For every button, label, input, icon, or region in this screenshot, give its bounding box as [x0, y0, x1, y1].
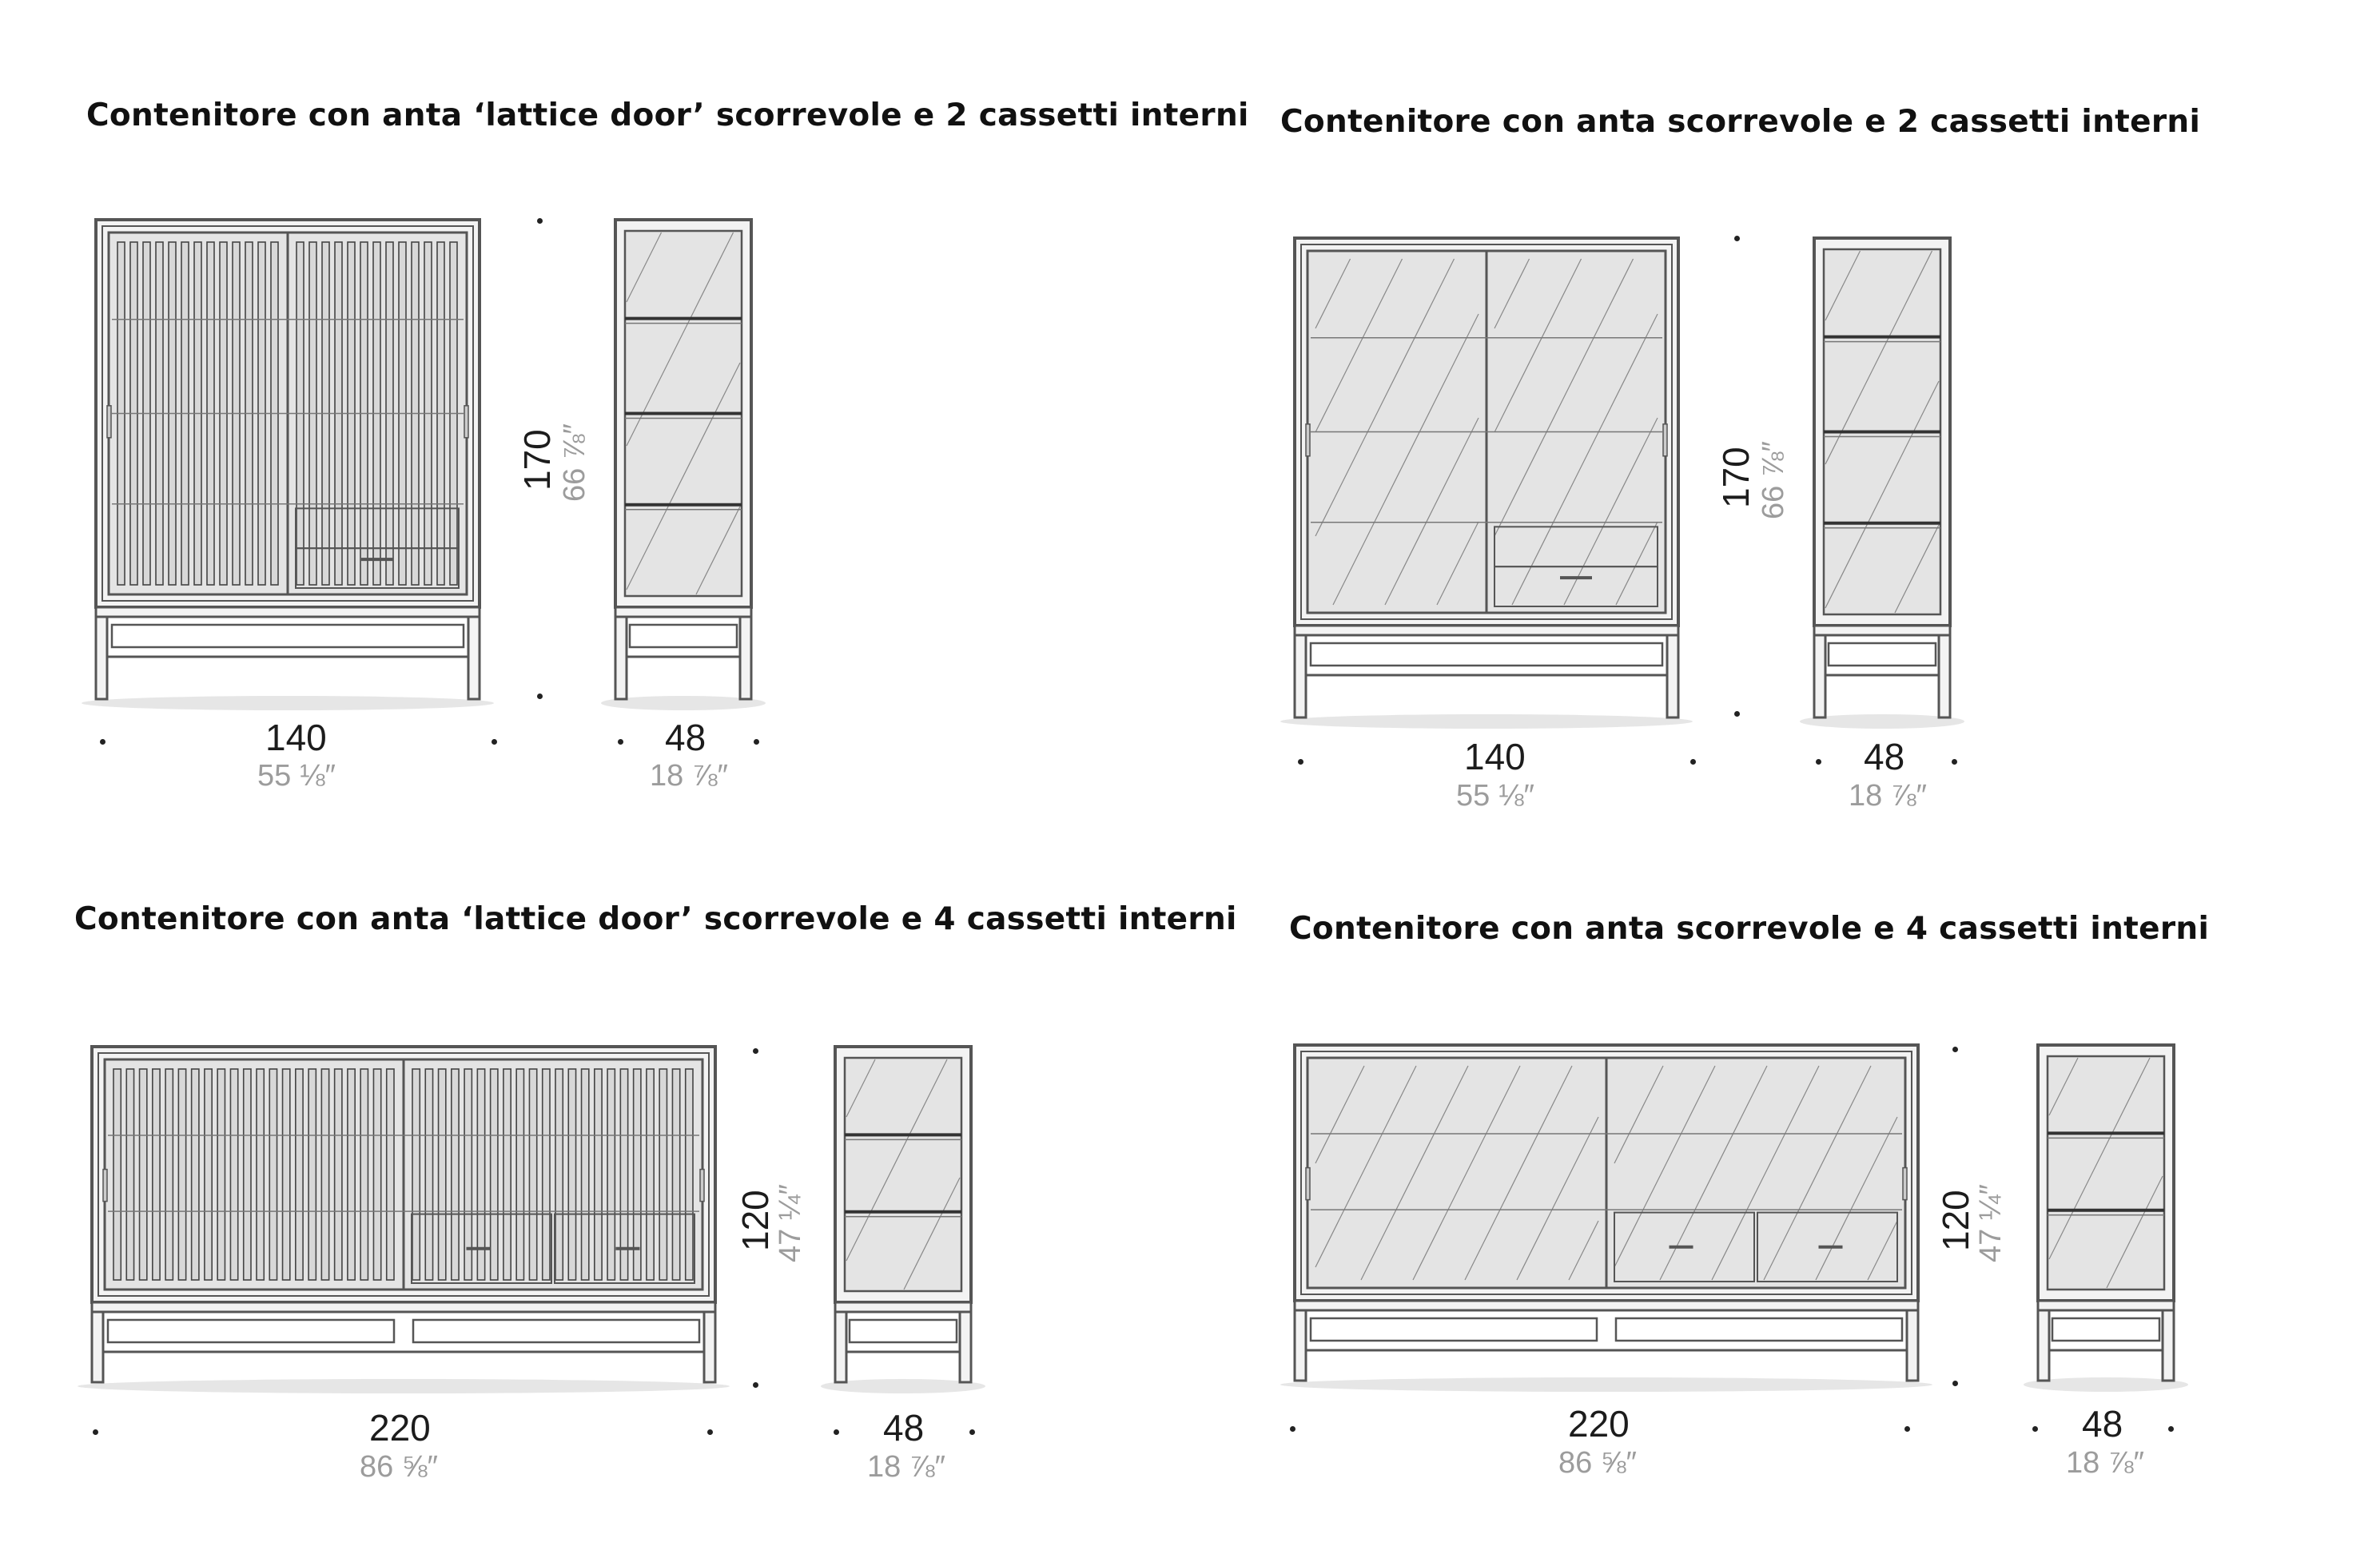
lattice-slat — [373, 1069, 380, 1280]
side-leg-left — [615, 617, 627, 699]
leg-right — [1667, 635, 1678, 717]
lattice-slat — [269, 1069, 277, 1280]
side-leg-right — [2163, 1310, 2174, 1381]
front-view-drawing — [68, 1043, 739, 1394]
lattice-slat — [672, 1069, 679, 1280]
front-view-drawing — [1271, 234, 1702, 729]
height-dimension: 120 — [734, 1190, 776, 1251]
depth-dimension: 48 — [665, 717, 706, 758]
depth-marker-right — [2168, 1426, 2174, 1432]
height-marker-top — [537, 218, 543, 224]
lattice-slat — [348, 1069, 355, 1280]
side-base-rail — [1814, 626, 1950, 635]
lattice-slat — [230, 1069, 237, 1280]
base-drawer — [108, 1320, 394, 1342]
lattice-slat — [217, 1069, 225, 1280]
door-pull — [700, 1170, 704, 1202]
side-base-rail — [2038, 1301, 2174, 1310]
leg-left — [92, 1312, 103, 1382]
lattice-slat — [452, 1069, 459, 1280]
leg-right — [704, 1312, 715, 1382]
base-top-rail — [92, 1302, 715, 1312]
width-dimension: 220 — [1568, 1403, 1630, 1445]
width-marker-right — [1690, 759, 1696, 765]
side-view-drawing — [1790, 234, 1982, 729]
height-marker-top — [1952, 1047, 1958, 1052]
depth-dimension-imperial: 18 ⅞″ — [867, 1450, 945, 1484]
base-drawer — [1311, 1318, 1597, 1341]
lattice-slat — [607, 1069, 615, 1280]
height-marker-bottom — [1734, 711, 1740, 717]
sliding-door-panel — [404, 1059, 702, 1290]
door-pull — [103, 1170, 107, 1202]
base-top-rail — [1295, 1301, 1918, 1310]
width-dimension: 140 — [1464, 736, 1526, 777]
side-view-drawing — [2014, 1041, 2206, 1393]
floor-shadow — [78, 1379, 730, 1393]
lattice-slat — [659, 1069, 667, 1280]
sliding-door-panel — [1307, 1058, 1606, 1288]
side-glass-panel — [845, 1058, 961, 1291]
door-pull — [1306, 1168, 1310, 1200]
lattice-slat — [153, 1069, 160, 1280]
floor-shadow — [1280, 714, 1693, 729]
depth-marker-right — [754, 739, 759, 745]
lattice-slat — [296, 1069, 303, 1280]
lattice-slat — [503, 1069, 511, 1280]
lattice-slat — [321, 1069, 328, 1280]
side-base-rail — [835, 1302, 971, 1312]
lattice-slat — [360, 1069, 368, 1280]
height-marker-top — [1734, 236, 1740, 241]
height-dimension-imperial: 66 ⅞″ — [1757, 441, 1790, 519]
lattice-slat — [425, 1069, 432, 1280]
width-dimension: 220 — [369, 1407, 431, 1449]
floor-shadow — [1280, 1377, 1932, 1392]
depth-marker-right — [969, 1429, 975, 1435]
panel-title: Contenitore con anta ‘lattice door’ scorrevole e 2 cassetti interni — [86, 97, 1249, 133]
width-dimension-imperial: 86 ⅝″ — [360, 1450, 438, 1484]
width-marker-left — [100, 739, 105, 745]
leg-left — [96, 617, 107, 699]
depth-marker-right — [1952, 759, 1957, 765]
lattice-slat — [257, 1069, 264, 1280]
lattice-slat — [244, 1069, 251, 1280]
door-pull — [1663, 424, 1667, 456]
height-dimension-imperial: 47 ¼″ — [1974, 1184, 2008, 1262]
leg-right — [468, 617, 480, 699]
door-pull — [107, 406, 111, 438]
side-base-drawer — [850, 1320, 957, 1342]
depth-dimension: 48 — [1864, 736, 1905, 777]
lattice-slat — [283, 1069, 290, 1280]
height-dimension-imperial: 47 ¼″ — [774, 1184, 807, 1262]
side-leg-right — [740, 617, 751, 699]
width-marker-left — [93, 1429, 98, 1435]
door-pull — [1903, 1168, 1907, 1200]
lattice-slat — [113, 1069, 121, 1280]
lattice-slat — [412, 1069, 420, 1280]
lattice-slat — [516, 1069, 523, 1280]
width-marker-left — [1298, 759, 1303, 765]
sliding-door-panel — [105, 1059, 404, 1290]
lattice-slat — [192, 1069, 199, 1280]
base-top-rail — [1295, 626, 1678, 635]
lattice-slat — [126, 1069, 133, 1280]
depth-dimension-imperial: 18 ⅞″ — [1849, 779, 1927, 813]
lattice-slat — [582, 1069, 589, 1280]
side-leg-left — [2038, 1310, 2049, 1381]
height-dimension: 120 — [1935, 1190, 1976, 1251]
base-drawer — [112, 625, 464, 647]
width-marker-left — [1290, 1426, 1295, 1432]
width-dimension: 140 — [265, 717, 327, 758]
lattice-slat — [205, 1069, 212, 1280]
panel-title: Contenitore con anta ‘lattice door’ scorrevole e 4 cassetti interni — [74, 901, 1237, 937]
leg-left — [1295, 635, 1306, 717]
width-marker-right — [492, 739, 497, 745]
panel-title: Contenitore con anta scorrevole e 4 cassetti interni — [1289, 911, 2210, 947]
sliding-door-panel — [1606, 1058, 1905, 1288]
side-leg-left — [1814, 635, 1825, 717]
lattice-slat — [439, 1069, 446, 1280]
height-marker-top — [753, 1048, 758, 1054]
lattice-slat — [647, 1069, 654, 1280]
depth-dimension-imperial: 18 ⅞″ — [2066, 1446, 2144, 1480]
depth-marker-left — [2032, 1426, 2038, 1432]
height-marker-bottom — [753, 1382, 758, 1388]
leg-left — [1295, 1310, 1306, 1381]
lattice-slat — [165, 1069, 173, 1280]
side-leg-right — [960, 1312, 971, 1382]
lattice-slat — [178, 1069, 185, 1280]
depth-dimension-imperial: 18 ⅞″ — [650, 759, 728, 793]
height-marker-bottom — [1952, 1381, 1958, 1386]
side-view-drawing — [591, 216, 783, 711]
side-base-drawer — [630, 625, 737, 647]
width-marker-right — [707, 1429, 713, 1435]
base-top-rail — [96, 607, 480, 617]
lattice-slat — [140, 1069, 147, 1280]
front-view-drawing — [72, 216, 503, 711]
leg-right — [1907, 1310, 1918, 1381]
depth-dimension: 48 — [2082, 1403, 2123, 1445]
lattice-slat — [568, 1069, 575, 1280]
height-dimension: 170 — [516, 429, 558, 491]
base-drawer — [1616, 1318, 1902, 1341]
depth-marker-left — [618, 739, 623, 745]
lattice-slat — [491, 1069, 498, 1280]
lattice-slat — [335, 1069, 342, 1280]
width-marker-right — [1904, 1426, 1910, 1432]
side-base-drawer — [1829, 643, 1936, 666]
width-dimension-imperial: 55 ⅛″ — [1456, 779, 1534, 813]
depth-marker-left — [1816, 759, 1821, 765]
lattice-slat — [529, 1069, 536, 1280]
depth-marker-left — [834, 1429, 839, 1435]
lattice-slat — [387, 1069, 394, 1280]
door-pull — [1306, 424, 1310, 456]
corner-accent-mark — [0, 0, 8, 80]
depth-dimension: 48 — [883, 1407, 925, 1449]
lattice-slat — [543, 1069, 550, 1280]
floor-shadow — [82, 696, 494, 710]
lattice-slat — [555, 1069, 563, 1280]
base-drawer — [1311, 643, 1662, 666]
door-pull — [464, 406, 468, 438]
height-dimension-imperial: 66 ⅞″ — [558, 423, 591, 502]
lattice-slat — [686, 1069, 693, 1280]
width-dimension-imperial: 86 ⅝″ — [1558, 1446, 1637, 1480]
width-dimension-imperial: 55 ⅛″ — [257, 759, 336, 793]
side-base-rail — [615, 607, 751, 617]
lattice-slat — [308, 1069, 316, 1280]
panel-title: Contenitore con anta scorrevole e 2 cassetti interni — [1280, 104, 2201, 140]
side-leg-right — [1939, 635, 1950, 717]
side-glass-panel — [2048, 1056, 2164, 1290]
side-view-drawing — [811, 1043, 1003, 1394]
side-leg-left — [835, 1312, 846, 1382]
front-view-drawing — [1271, 1041, 1942, 1393]
lattice-slat — [595, 1069, 602, 1280]
height-dimension: 170 — [1715, 447, 1757, 508]
side-base-drawer — [2052, 1318, 2159, 1341]
base-drawer — [413, 1320, 699, 1342]
height-marker-bottom — [537, 694, 543, 699]
